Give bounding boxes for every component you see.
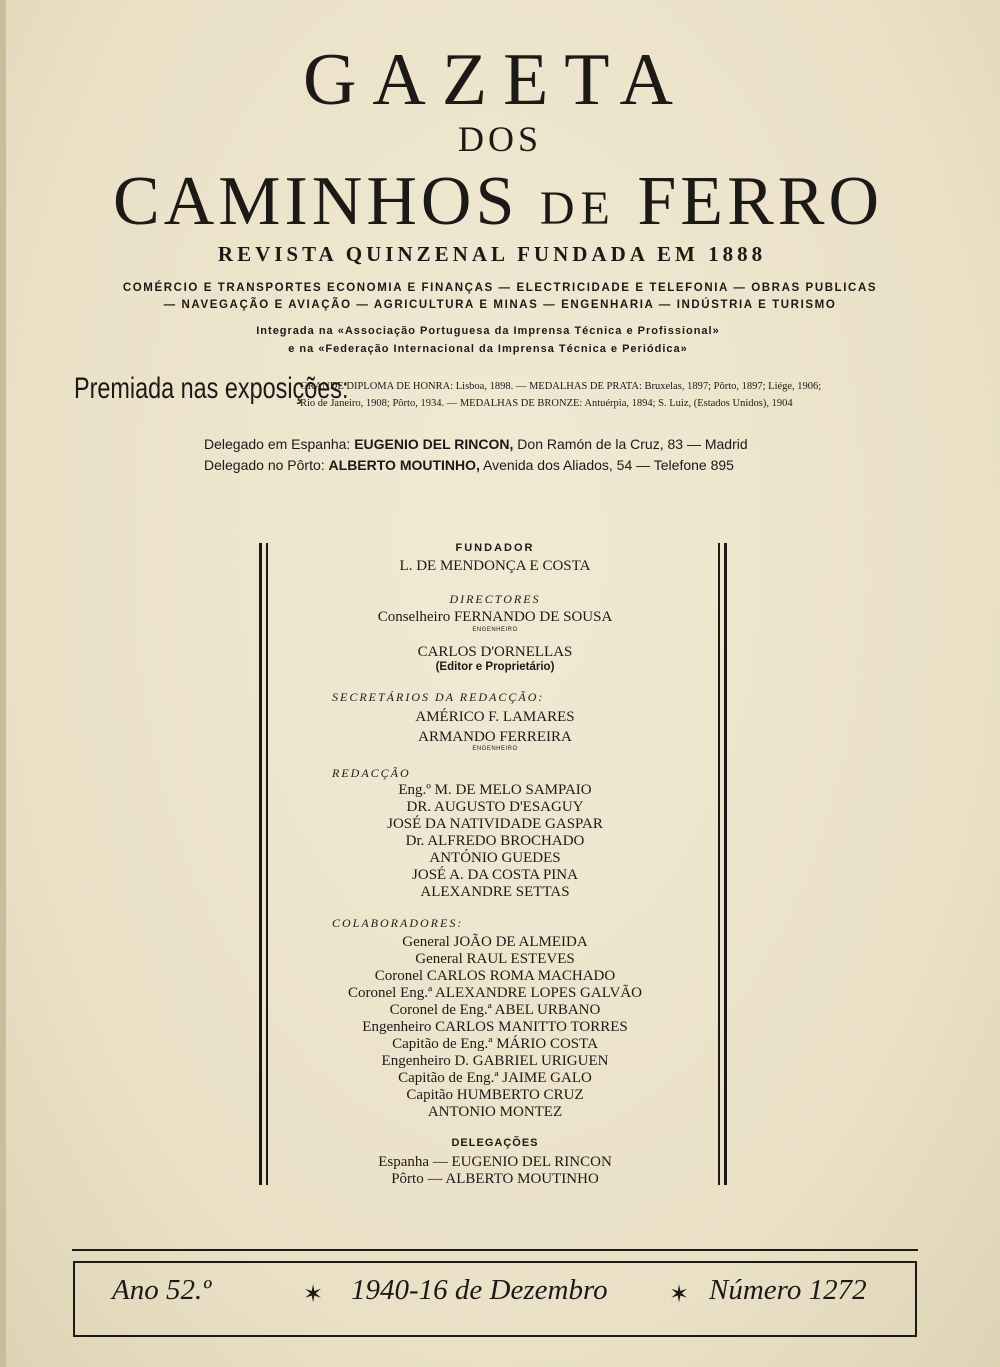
awards-text [300,378,821,412]
list-item: Coronel Eng.ª ALEXANDRE LOPES GALVÃO [348,985,642,1001]
delegacao-1: Espanha — EUGENIO DEL RINCON [378,1154,612,1170]
delegate-spain-address: Don Ramón de la Cruz, 83 — Madrid [513,436,748,452]
star-icon: ✶ [303,1282,324,1308]
bottom-rule [72,1249,918,1251]
masthead-title-dos: DOS [457,119,543,159]
delegate-spain-prefix: Delegado em Espanha: [204,436,355,452]
list-item: Capitão HUMBERTO CRUZ [406,1087,584,1103]
masthead-title: GAZETA [302,39,689,121]
secretario-2: ARMANDO FERREIRA [418,729,572,745]
star-icon: ✶ [669,1282,690,1308]
delegate-porto-address: Avenida dos Aliados, 54 — Telefone 895 [479,457,734,473]
director-2-title: (Editor e Proprietário) [435,661,555,673]
secretario-2-title: ENGENHEIRO [472,746,518,752]
fundador-name: L. DE MENDONÇA E COSTA [399,558,591,574]
colaboradores-label: COLABORADORES: [332,916,464,930]
list-item: Engenheiro D. GABRIEL URIGUEN [381,1053,609,1069]
redaccao-label: REDACÇÃO [332,766,411,780]
masthead-title-caminhos [0,162,998,242]
list-item: ALEXANDRE SETTAS [420,884,570,900]
list-item: ANTONIO MONTEZ [427,1104,563,1120]
frame-rule-left-outer [259,543,262,1185]
directores-label: DIRECTORES [449,592,541,606]
director-2: CARLOS D'ORNELLAS [417,644,573,660]
awards-label: Premiada nas exposições: [74,372,349,405]
awards-line-1: GRANDE DIPLOMA DE HONRA: Lisboa, 1898. — MEDALHAS DE PRATA: Bruxelas, 1897; Pôrto, 1897; Liége, 1906; [300,381,822,392]
delegate-spain [204,436,748,452]
awards-line-2: Rio de Janeiro, 1908; Pôrto, 1934. — MEDALHAS DE BRONZE: Antuérpia, 1894; S. Luiz, (Estados Unidos), 1904 [300,398,793,409]
integrada-line-2: e na «Federação Internacional da Imprensa Técnica e Periódica» [288,343,688,355]
delegacao-2: Pôrto — ALBERTO MOUTINHO [391,1171,599,1187]
delegate-porto [204,457,734,473]
title-de-word: DE [539,182,616,235]
delegate-spain-name: EUGENIO DEL RINCON, [354,436,514,452]
secretarios-label: SECRETÁRIOS DA REDACÇÃO: [332,690,545,704]
list-item: Coronel CARLOS ROMA MACHADO [374,968,616,984]
title-ferro-word: FERRO [615,163,883,240]
director-1: Conselheiro FERNANDO DE SOUSA [377,609,613,625]
list-item: Dr. ALFREDO BROCHADO [405,833,585,849]
list-item: Engenheiro CARLOS MANITTO TORRES [362,1019,628,1035]
list-item: General RAUL ESTEVES [415,951,575,967]
fundador-label: FUNDADOR [455,542,535,554]
topics-line-2: — NAVEGAÇÃO E AVIAÇÃO — AGRICULTURA E MINAS — ENGENHARIA — INDÚSTRIA E TURISMO [163,299,837,311]
list-item: Coronel de Eng.ª ABEL URBANO [389,1002,601,1018]
frame-rule-right-outer [724,543,727,1185]
secretario-1: AMÉRICO F. LAMARES [415,709,575,725]
list-item: Eng.º M. DE MELO SAMPAIO [398,782,592,798]
list-item: JOSÉ A. DA COSTA PINA [412,867,578,883]
topics-line-1: COMÉRCIO E TRANSPORTES ECONOMIA E FINANÇAS — ELECTRICIDADE E TELEFONIA — OBRAS PUBLICAS [122,282,878,294]
issue-date: 1940-16 de Dezembro [351,1274,608,1306]
list-item: JOSÉ DA NATIVIDADE GASPAR [387,816,603,832]
title-caminhos-word: CAMINHOS [113,163,540,240]
redaccao-list [270,782,720,901]
issue-number: Número 1272 [709,1274,867,1306]
list-item: Capitão de Eng.ª MÁRIO COSTA [392,1036,598,1052]
list-item: ANTÓNIO GUEDES [429,850,561,866]
delegate-porto-prefix: Delegado no Pôrto: [204,457,329,473]
colaboradores-list [270,934,720,1121]
list-item: Capitão de Eng.ª JAIME GALO [398,1070,592,1086]
integrada-line-1: Integrada na «Associação Portuguesa da Imprensa Técnica e Profissional» [256,325,720,337]
frame-rule-left-inner [266,543,268,1185]
issue-year: Ano 52.º [112,1274,212,1306]
subtitle: REVISTA QUINZENAL FUNDADA EM 1888 [217,242,767,266]
list-item: DR. AUGUSTO D'ESAGUY [406,799,584,815]
director-1-title: ENGENHEIRO [472,627,518,633]
list-item: General JOÃO DE ALMEIDA [402,934,588,950]
delegate-porto-name: ALBERTO MOUTINHO, [328,457,480,473]
delegacoes-label: DELEGAÇÕES [451,1137,539,1149]
